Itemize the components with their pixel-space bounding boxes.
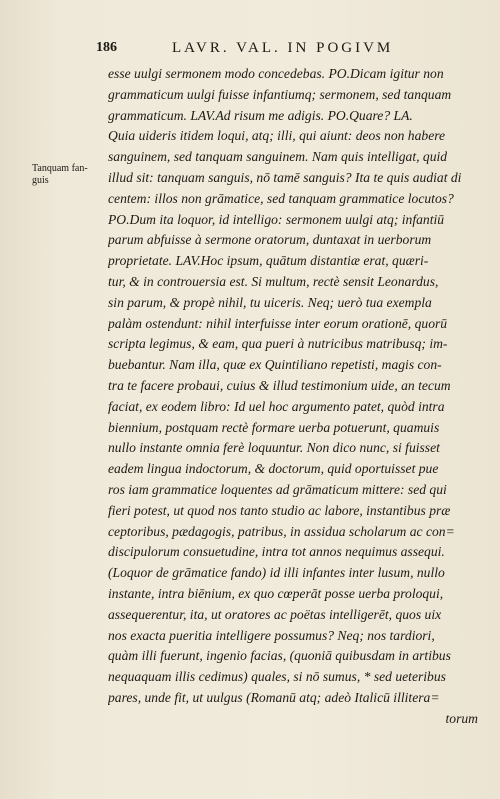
text-line: buebantur. Nam illa, quæ ex Quintiliano repetisti, magis con- [108, 357, 442, 373]
text-line: parum abfuisse à sermone oratorum, duntaxat in uerborum [108, 232, 432, 248]
text-line: scripta legimus, & eam, qua pueri à nutricibus matribusq; im- [108, 336, 448, 352]
text-line: illud sit: tanquam sanguis, nō tamē sanguis? Ita te quis audiat di [108, 169, 462, 185]
text-line: ros iam grammatice loquentes ad grāmaticum mittere: sed qui [108, 481, 447, 497]
page-header [96, 40, 476, 60]
text-line: ceptoribus, pædagogis, patribus, in assidua scholarum ac con= [108, 523, 455, 539]
text-line: tur, & in controuersia est. Si multum, rectè sensit Leonardus, [108, 273, 439, 289]
text-line: sanguinem, sed tanquam sanguinem. Nam quis intelligat, quid [108, 149, 448, 165]
text-line: eadem lingua indoctorum, & doctorum, quid oportuisset pue [108, 461, 439, 477]
text-line: PO.Dum ita loquor, id intelligo: sermonem uulgi atq; infantiū [108, 211, 445, 227]
text-line: assequerentur, ita, ut oratores ac poëtas intelligerēt, quos uix [108, 606, 442, 622]
text-line: torum [445, 710, 478, 726]
text-line: nullo instante omnia ferè loquuntur. Non dico nunc, si fuisset [108, 440, 440, 456]
text-line: fieri potest, ut quod nos tanto studio ac labore, instantibus præ [108, 502, 451, 518]
text-line: nequaquam illis cedimus) quales, si nō sumus, * sed ueteribus [108, 669, 446, 685]
text-line: nos exacta pueritia intelligere possumus? Neq; nos tardiori, [108, 627, 435, 643]
text-line: sin parum, & propè nihil, tu uiceris. Neq; uerò tua exempla [108, 294, 432, 310]
margin-note-line: guis [32, 175, 49, 186]
text-line: tra te facere probaui, cuius & illud testimonium uide, an tecum [108, 377, 451, 393]
text-line: discipulorum consuetudine, intra tot annos nequimus assequi. [108, 544, 445, 560]
text-line: faciat, ex eodem libro: Id uel hoc argumento patet, quòd intra [108, 398, 445, 414]
text-line: grammaticum. LAV.Ad risum me adigis. PO.Quare? LA. [108, 107, 413, 123]
text-line: grammaticum uulgi fuisse infantiumq; sermonem, sed tanquam [108, 86, 452, 102]
text-line: esse uulgi sermonem modo concedebas. PO.Dicam igitur non [108, 66, 444, 81]
text-line: instante, intra biēnium, ex quo cœperāt posse uerba proloqui, [108, 585, 444, 601]
text-line: palàm ostendunt: nihil interfuisse inter eorum orationē, quorū [108, 315, 448, 331]
text-line: Quia uideris itidem loqui, atq; illi, qui aiunt: deos non habere [108, 128, 446, 144]
running-title: LAVR. VAL. IN POGIVM [172, 40, 394, 56]
margin-note [32, 163, 110, 187]
margin-note-line: Tanquam fan- [32, 163, 88, 174]
page-number: 186 [96, 40, 117, 55]
text-line: quàm illi fuerunt, ingenio facias, (quoniā quibusdam in artibus [108, 648, 451, 664]
text-line: proprietate. LAV.Hoc ipsum, quātum distantiæ erat, quæri- [108, 253, 429, 269]
text-line: centem: illos non grāmatice, sed tanquam grammatice locutos? [108, 190, 454, 206]
text-line: pares, unde fit, ut uulgus (Romanū atq; adeò Italicū illitera= [108, 689, 440, 705]
text-line: biennium, postquam rectè formare uerba potuerunt, quamuis [108, 419, 440, 435]
body-text [108, 64, 478, 730]
text-line: (Loquor de grāmatice fando) id illi infantes inter lusum, nullo [108, 565, 445, 581]
